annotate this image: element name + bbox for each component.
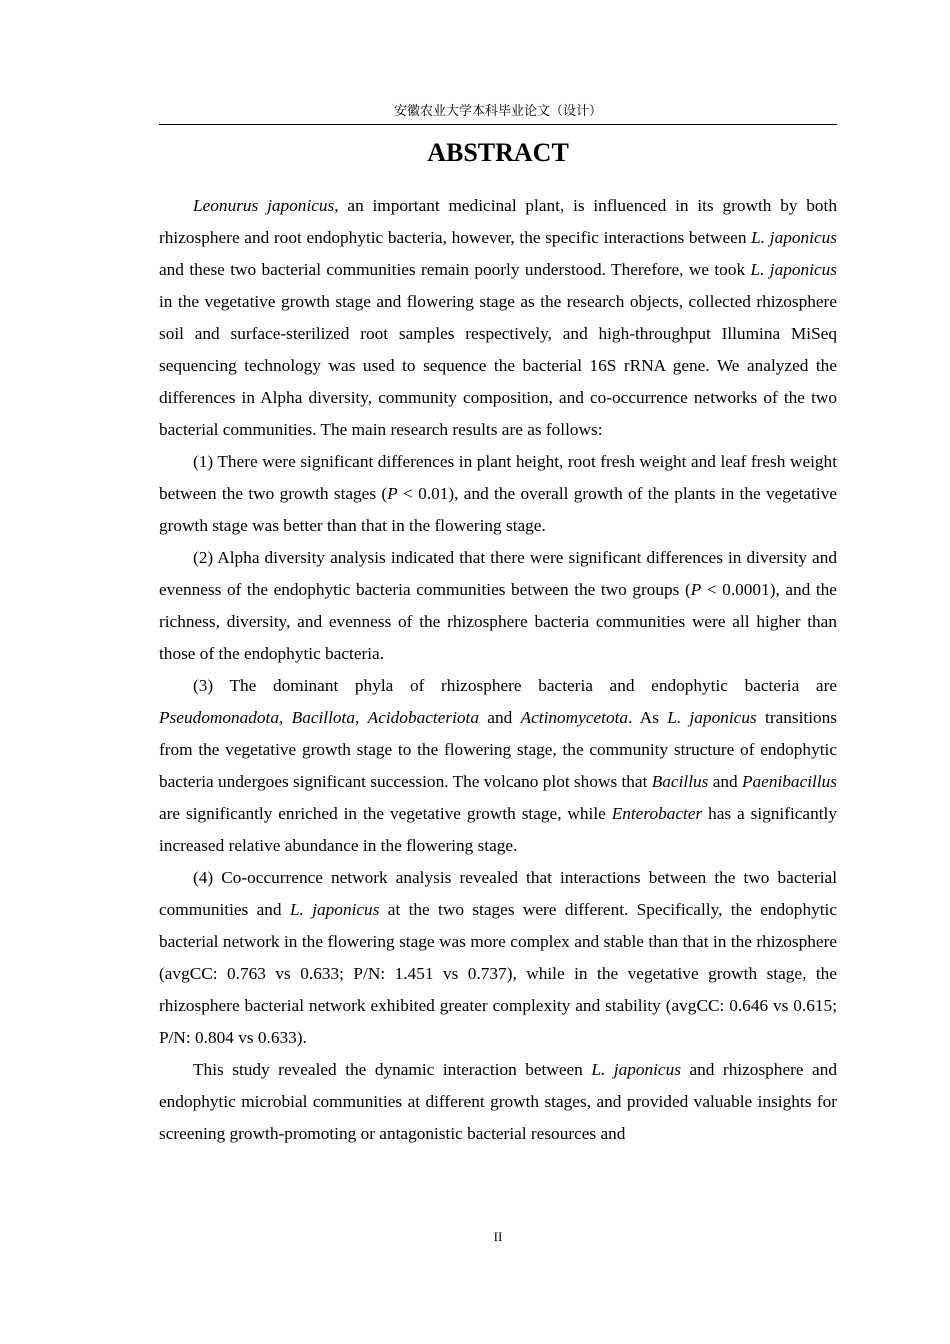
result-1-text-1: (1) There were significant differences in plant height, root fresh weight and leaf fresh weight between the two growth stages ( xyxy=(159,452,837,503)
result-2-text-2: < 0.0001), and the richness, diversity, and evenness of the rhizosphere bacteria communities were all higher than those of the endophytic bacteria. xyxy=(159,580,837,663)
species-name: Leonurus japonicus xyxy=(193,196,335,215)
p-value-symbol: P xyxy=(690,580,702,599)
result-4-text-2: at the two stages were different. Specifically, the endophytic bacterial network in the flowering stage was more complex and stable than that in the rhizosphere (avgCC: 0.763 vs 0.633; P/N: 1.451 vs 0.737), while in the vegetative growth stage, the rhizosphere bacterial network exhibited greater complexity and stability (avgCC: 0.646 vs 0.615; P/N: 0.804 vs 0.633). xyxy=(159,900,838,1047)
phylum-name: Actinomycetota xyxy=(520,708,629,727)
abstract-title: ABSTRACT xyxy=(427,138,569,167)
intro-text-2: and these two bacterial communities remain poorly understood. Therefore, we took xyxy=(159,260,751,279)
phylum-name: Bacillota xyxy=(291,708,355,727)
separator: , xyxy=(279,708,292,727)
species-short-name: L. japonicus xyxy=(591,1060,681,1079)
p-value-symbol: P xyxy=(387,484,398,503)
conclusion-text-2: and rhizosphere and endophytic microbial communities at different growth stages, and provided valuable insights for screening growth-promoting or antagonistic bacterial resources and xyxy=(159,1060,838,1143)
result-3-text-1: (3) The dominant phyla of rhizosphere bacteria and endophytic bacteria are xyxy=(193,676,837,695)
genus-name: Bacillus xyxy=(651,772,709,791)
result-1-text-2: < 0.01), and the overall growth of the plants in the vegetative growth stage was better than that in the flowering stage. xyxy=(159,484,838,535)
intro-text-3: in the vegetative growth stage and flowering stage as the research objects, collected rhizosphere soil and surface-sterilized root samples respectively, and high-throughput Illumina MiSeq sequencing technology was used to sequence the bacterial 16S rRNA gene. We analyzed the differences in Alpha diversity, community composition, and co-occurrence networks of the two bacterial communities. The main research results are as follows: xyxy=(159,292,837,439)
phylum-name: Acidobacteriota xyxy=(367,708,479,727)
species-short-name: L. japonicus xyxy=(750,260,837,279)
phylum-name: Pseudomonadota xyxy=(159,708,279,727)
header-rule xyxy=(159,124,837,125)
page-number: II xyxy=(493,1229,503,1244)
species-short-name: L. japonicus xyxy=(667,708,757,727)
result-2-text-1: (2) Alpha diversity analysis indicated that there were significant differences in diversity and evenness of the endophytic bacteria communities between the two groups ( xyxy=(159,548,837,599)
intro-paragraph xyxy=(159,190,837,446)
result-3-text-3: transitions from the vegetative growth stage to the flowering stage, the community structure of endophytic bacteria undergoes significant succession. The volcano plot shows that xyxy=(159,708,838,791)
species-short-name: L. japonicus xyxy=(289,900,380,919)
species-short-name: L. japonicus xyxy=(751,228,837,247)
conjunction: and xyxy=(708,772,742,791)
conclusion-text-1: This study revealed the dynamic interaction between xyxy=(193,1060,592,1079)
result-3-paragraph xyxy=(159,670,837,862)
result-3-text-5: has a significantly increased relative abundance in the flowering stage. xyxy=(159,804,837,855)
genus-name: Paenibacillus xyxy=(741,772,838,791)
result-4-text-1: (4) Co-occurrence network analysis revealed that interactions between the two bacterial communities and xyxy=(159,868,837,919)
conjunction: and xyxy=(478,708,521,727)
result-4-paragraph xyxy=(159,862,837,1054)
conclusion-paragraph xyxy=(159,1054,837,1150)
intro-text-1: , an important medicinal plant, is influenced in its growth by both rhizosphere and root endophytic bacteria, however, the specific interactions between xyxy=(159,196,837,247)
result-3-text-4: are significantly enriched in the vegetative growth stage, while xyxy=(159,804,612,823)
running-header: 安徽农业大学本科毕业论文（设计） xyxy=(393,104,602,119)
separator: , xyxy=(355,708,368,727)
result-3-text-2: . As xyxy=(628,708,668,727)
result-2-paragraph xyxy=(159,542,837,670)
abstract-body xyxy=(159,190,837,1150)
genus-name: Enterobacter xyxy=(611,804,703,823)
result-1-paragraph xyxy=(159,446,837,542)
